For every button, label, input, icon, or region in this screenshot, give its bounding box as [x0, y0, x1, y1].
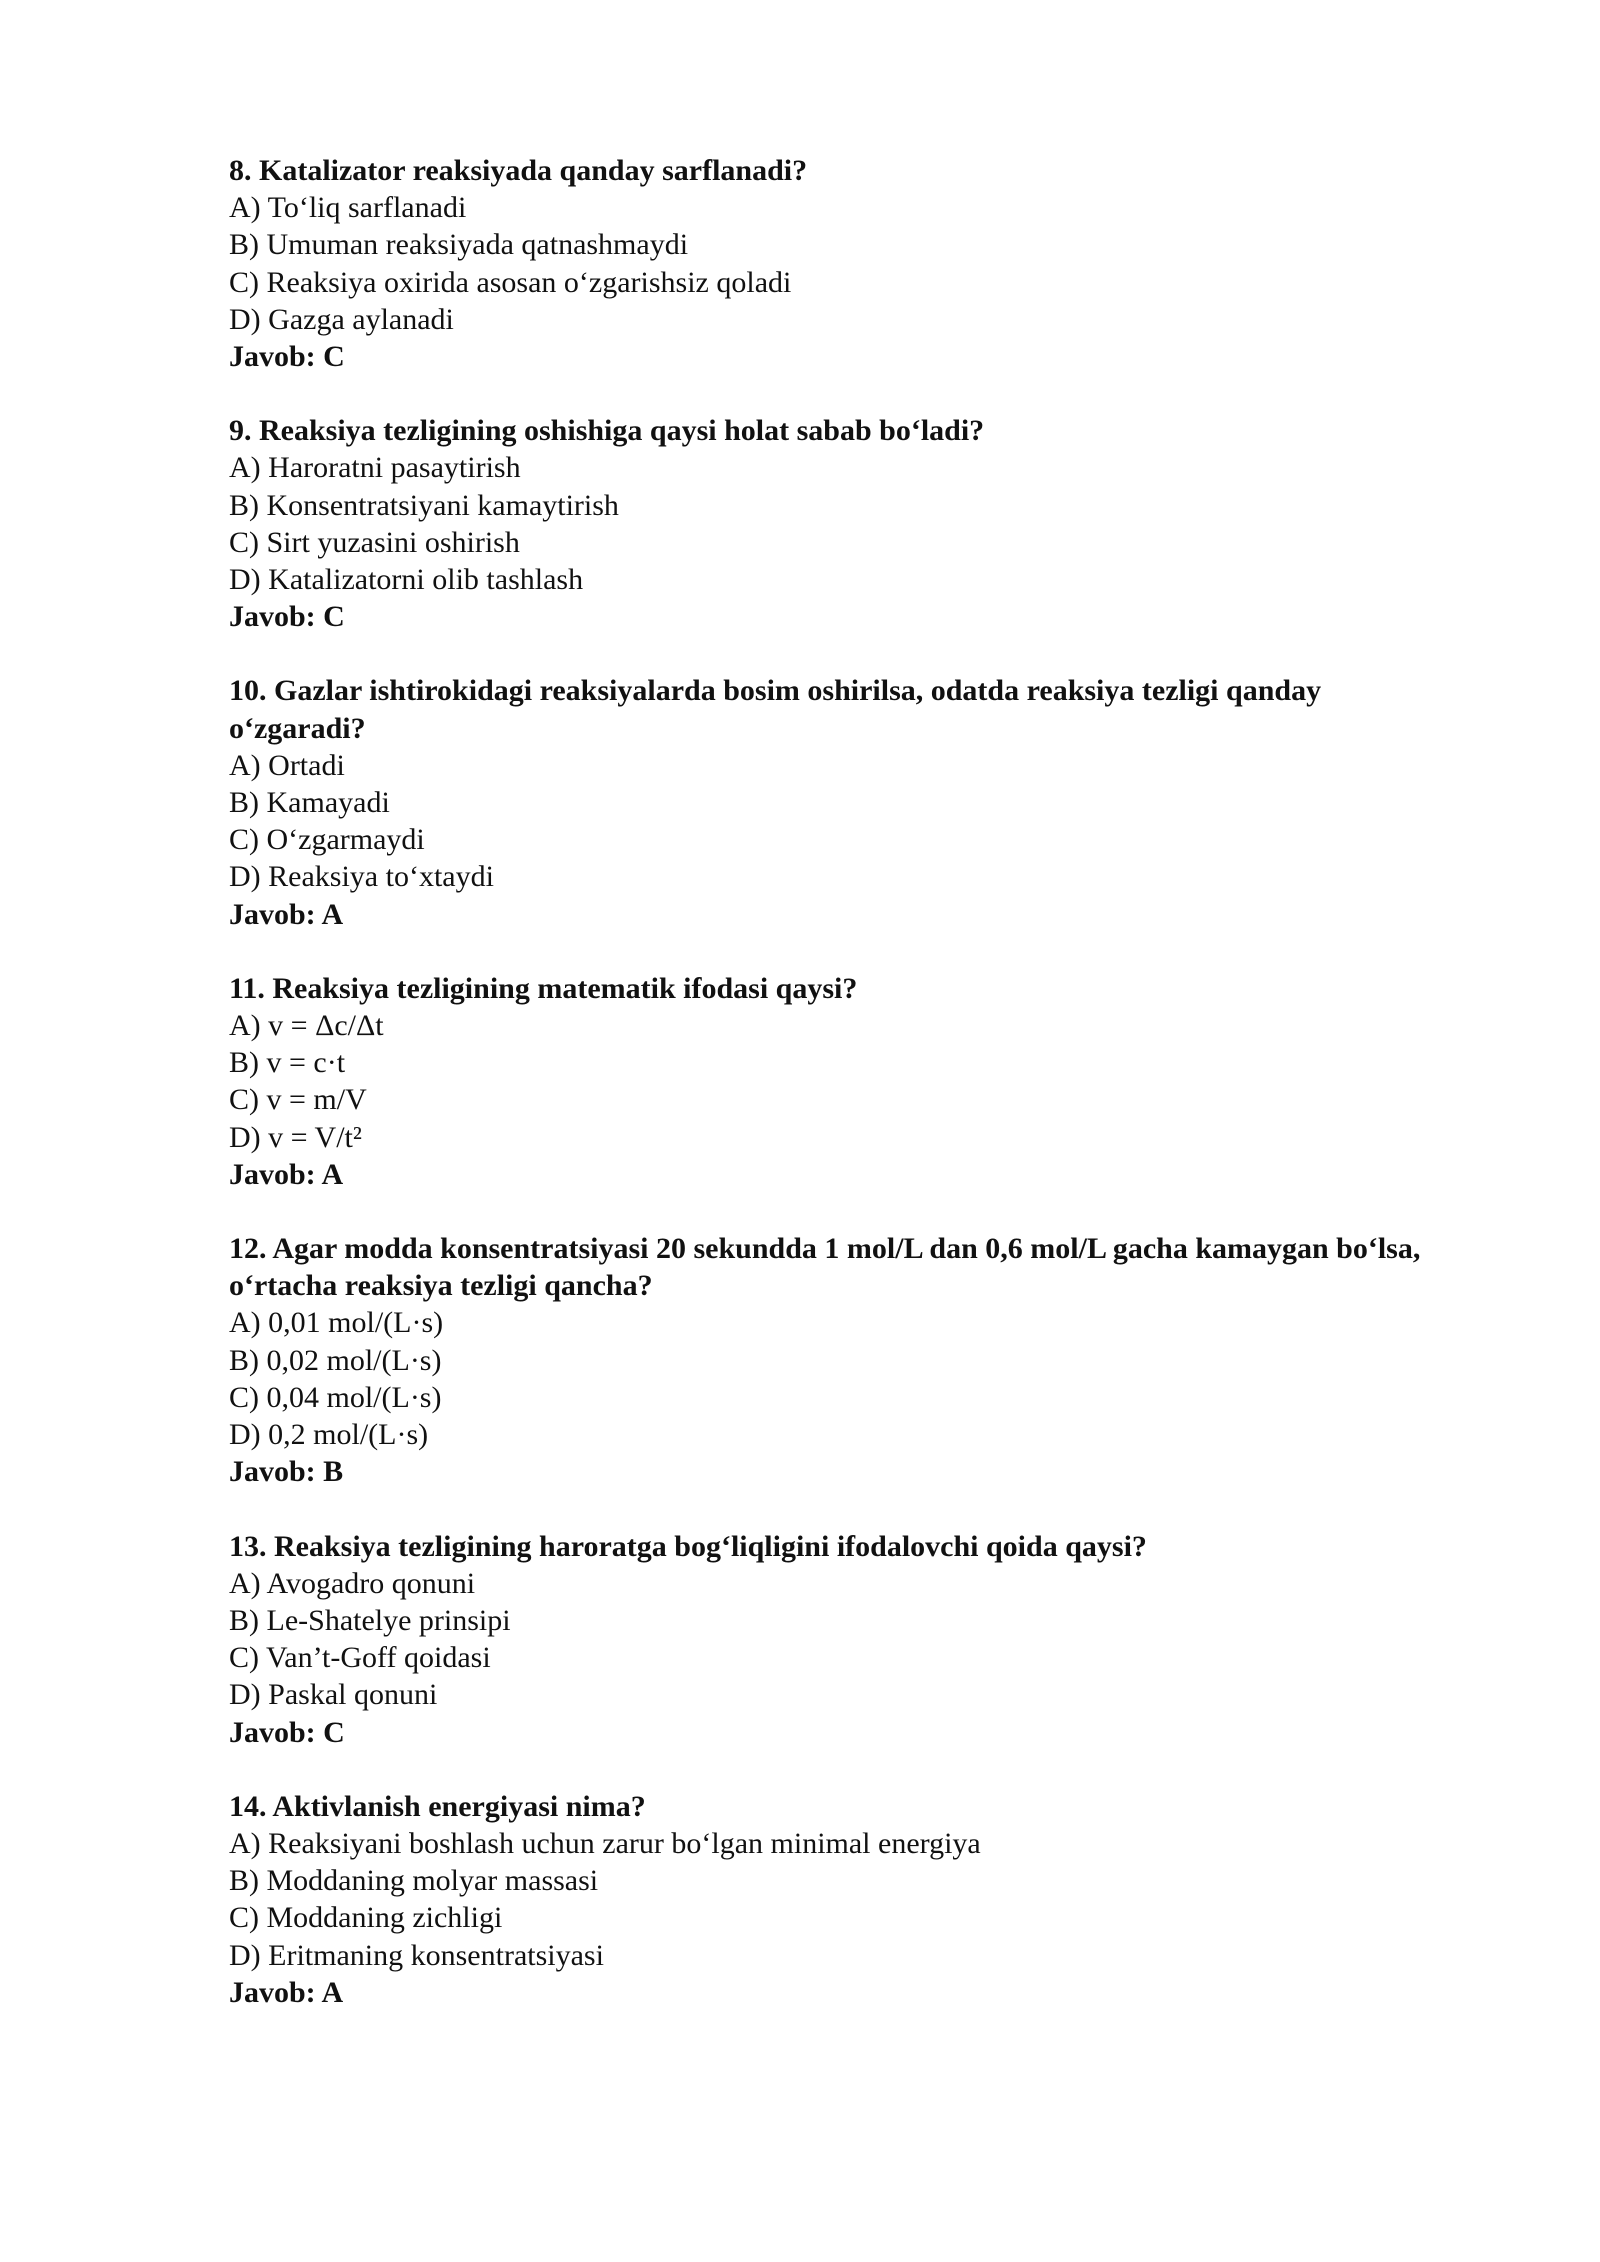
option-b: B) 0,02 mol/(L·s)	[229, 1343, 442, 1377]
answer-key: Javob: A	[229, 897, 344, 931]
question-block-12	[229, 1230, 1429, 1490]
question-block-10	[229, 672, 1429, 932]
answer-key: Javob: B	[229, 1455, 344, 1489]
option-d: D) 0,2 mol/(L·s)	[229, 1418, 429, 1452]
answer-key: Javob: A	[229, 1975, 344, 2009]
question-block-14	[229, 1788, 1429, 2011]
option-c: C) O‘zgarmaydi	[229, 823, 425, 857]
question-block-9	[229, 412, 1429, 635]
option-c: C) v = m/V	[229, 1083, 367, 1117]
option-a: A) To‘liq sarflanadi	[229, 191, 467, 225]
question-block-13	[229, 1528, 1429, 1751]
option-a: A) Ortadi	[229, 748, 345, 782]
option-b: B) Kamayadi	[229, 786, 390, 820]
option-c: C) Moddaning zichligi	[229, 1901, 503, 1935]
option-b: B) Moddaning molyar massasi	[229, 1864, 599, 1898]
question-title: 10. Gazlar ishtirokidagi reaksiyalarda bosim oshirilsa, odatda reaksiya tezligi qanday o‘zgaradi?	[229, 674, 1329, 745]
option-c: C) Reaksiya oxirida asosan o‘zgarishsiz qoladi	[229, 265, 792, 299]
answer-key: Javob: C	[229, 1715, 345, 1749]
option-b: B) Konsentratsiyani kamaytirish	[229, 488, 619, 522]
option-d: D) Gazga aylanadi	[229, 302, 454, 336]
option-a: A) Reaksiyani boshlash uchun zarur bo‘lgan minimal energiya	[229, 1826, 981, 1860]
question-title: 9. Reaksiya tezligining oshishiga qaysi holat sabab bo‘ladi?	[229, 414, 985, 448]
answer-key: Javob: C	[229, 340, 345, 374]
question-block-11	[229, 970, 1429, 1193]
option-c: C) Van’t-Goff qoidasi	[229, 1641, 491, 1675]
question-title: 13. Reaksiya tezligining haroratga bog‘liqligini ifodalovchi qoida qaysi?	[229, 1529, 1147, 1563]
question-title: 8. Katalizator reaksiyada qanday sarflanadi?	[229, 154, 808, 187]
option-a: A) Haroratni pasaytirish	[229, 451, 521, 485]
option-b: B) Le-Shatelye prinsipi	[229, 1603, 511, 1637]
option-a: A) 0,01 mol/(L·s)	[229, 1306, 444, 1340]
document-page	[229, 152, 1429, 2048]
option-c: C) Sirt yuzasini oshirish	[229, 525, 520, 559]
option-c: C) 0,04 mol/(L·s)	[229, 1380, 442, 1414]
question-title: 12. Agar modda konsentratsiyasi 20 sekundda 1 mol/L dan 0,6 mol/L gacha kamaygan bo‘lsa, o‘rtacha reaksiya tezligi qancha?	[229, 1232, 1428, 1303]
option-d: D) Paskal qonuni	[229, 1678, 438, 1712]
option-d: D) Katalizatorni olib tashlash	[229, 563, 584, 597]
answer-key: Javob: A	[229, 1157, 344, 1191]
answer-key: Javob: C	[229, 600, 345, 634]
question-title: 14. Aktivlanish energiyasi nima?	[229, 1789, 646, 1823]
question-title: 11. Reaksiya tezligining matematik ifodasi qaysi?	[229, 971, 858, 1005]
option-b: B) Umuman reaksiyada qatnashmaydi	[229, 228, 689, 262]
option-d: D) Reaksiya to‘xtaydi	[229, 860, 494, 894]
option-a: A) v = Δc/Δt	[229, 1009, 384, 1043]
option-d: D) Eritmaning konsentratsiyasi	[229, 1938, 604, 1972]
option-b: B) v = c·t	[229, 1046, 346, 1080]
option-a: A) Avogadro qonuni	[229, 1566, 476, 1600]
question-block-8	[229, 152, 1429, 375]
option-d: D) v = V/t²	[229, 1120, 362, 1154]
